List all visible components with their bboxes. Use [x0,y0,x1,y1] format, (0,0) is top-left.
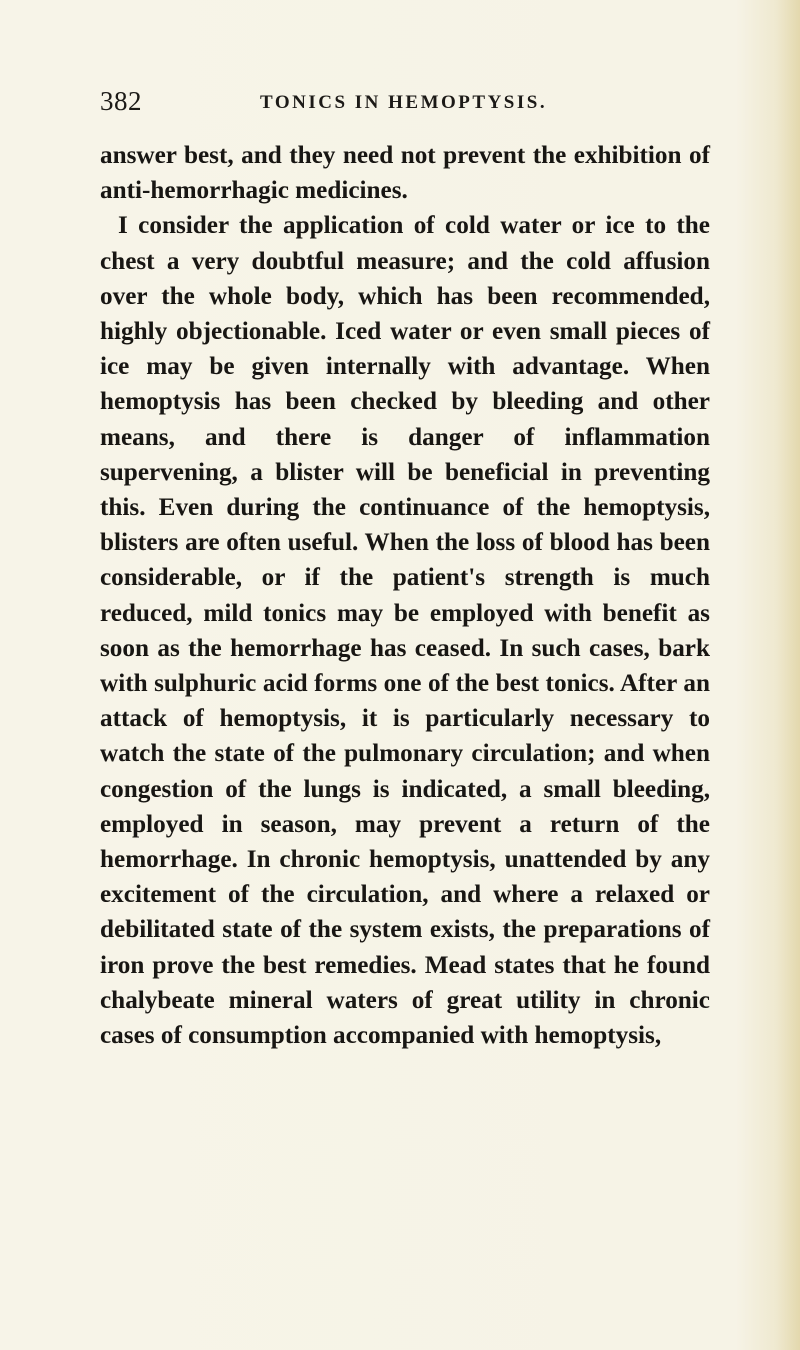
running-head: TONICS IN HEMOPTYSIS. [260,92,548,113]
page-header [100,86,710,120]
paragraph-main: I consider the application of cold water or ice to the chest a very doubtful measure; and the cold affusion over the whole body, which has been recommended, highly objectionable. Iced water or even small pieces of ice may be given internally with advantage. When hemoptysis has been checked by bleeding and other means, and there is danger of inflammation supervening, a blister will be beneficial in preventing this. Even during the continuance of the hemoptysis, blisters are often useful. When the loss of blood has been considerable, or if the patient's strength is much reduced, mild tonics may be employed with benefit as soon as the hemorrhage has ceased. In such cases, bark with sulphuric acid forms one of the best tonics. After an attack of hemoptysis, it is particularly necessary to watch the state of the pulmonary circulation; and when congestion of the lungs is indicated, a small bleeding, employed in season, may prevent a return of the hemorrhage. In chronic hemoptysis, unattended by any excitement of the circulation, and where a relaxed or debilitated state of the system exists, the preparations of iron prove the best remedies. Mead states that he found chalybeate mineral waters of great utility in chronic cases of consumption accompanied with hemoptysis, [100,212,710,1050]
page-number: 382 [100,86,142,116]
body-text [100,138,710,1053]
paragraph-continued: answer best, and they need not prevent the exhibition of anti-hemorrhagic medicines. [100,142,710,205]
